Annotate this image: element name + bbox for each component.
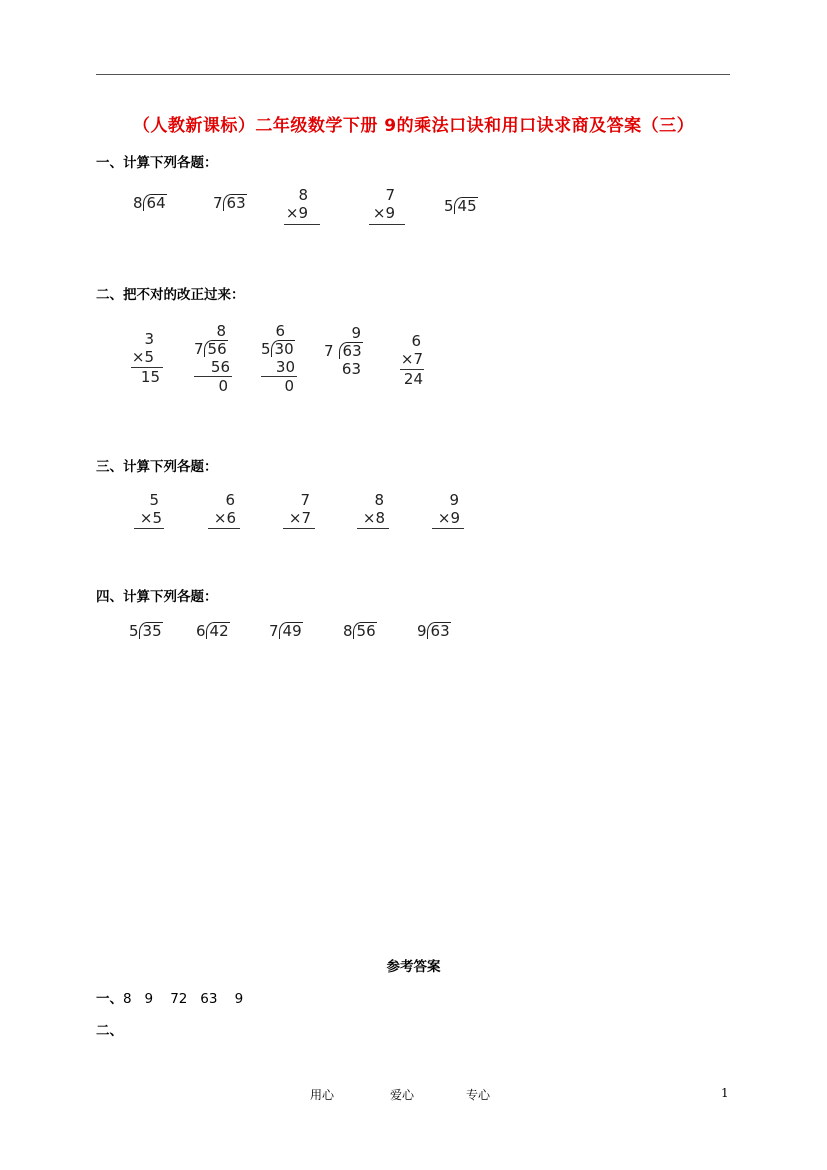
multiplication-problem <box>284 186 320 225</box>
quotient: 8 <box>216 322 226 340</box>
long-division-check <box>324 324 364 378</box>
answer-line-2-label: 二、 <box>96 1023 123 1039</box>
multiplier: ×9 <box>372 204 395 222</box>
multiplier: ×7 <box>400 350 423 368</box>
answer-line <box>432 528 464 529</box>
multiplier: ×9 <box>285 204 308 222</box>
multiplier: ×6 <box>213 509 236 527</box>
multiplicand: 7 <box>300 491 310 509</box>
division-problem <box>213 194 247 212</box>
subtrahend: 30 <box>275 358 295 376</box>
multiplicand: 3 <box>144 330 154 348</box>
long-division-check <box>261 322 297 395</box>
dividend: 56 <box>204 340 228 357</box>
subtrahend: 56 <box>210 358 230 376</box>
dividend: 64 <box>143 194 167 211</box>
multiplicand: 8 <box>298 186 308 204</box>
answer-line <box>369 224 405 225</box>
page-title: （人教新课标）二年级数学下册 9的乘法口诀和用口诀求商及答案（三） <box>132 116 695 136</box>
answer-line <box>284 224 320 225</box>
answer-line-1 <box>96 987 243 1007</box>
section-2-heading: 二、把不对的改正过来： <box>96 287 245 303</box>
division-problem <box>343 622 377 640</box>
multiplicand: 7 <box>385 186 395 204</box>
dividend: 42 <box>206 622 230 639</box>
multiplication-problem <box>432 491 464 529</box>
remainder: 0 <box>284 377 294 395</box>
answer-label: 一、 <box>96 991 123 1007</box>
answer-line <box>208 528 240 529</box>
multiplication-problem <box>283 491 315 529</box>
divisor: 7 <box>269 622 279 640</box>
divisor: 6 <box>196 622 206 640</box>
divisor: 5 <box>444 197 454 215</box>
divisor: 7 <box>213 194 223 212</box>
divisor: 8 <box>343 622 353 640</box>
divisor: 7 <box>194 340 204 358</box>
multiplicand: 8 <box>374 491 384 509</box>
long-division-check <box>194 322 232 395</box>
multiplier: ×8 <box>362 509 385 527</box>
divisor: 7 <box>324 342 334 360</box>
divisor: 5 <box>129 622 139 640</box>
subtrahend: 63 <box>341 360 361 378</box>
multiplier: ×7 <box>288 509 311 527</box>
multiplication-problem <box>369 186 405 225</box>
divisor: 8 <box>133 194 143 212</box>
multiplication-check <box>131 330 163 386</box>
footer-word: 用心 <box>310 1088 335 1102</box>
dividend: 56 <box>353 622 377 639</box>
section-1-heading: 一、计算下列各题： <box>96 155 218 171</box>
product: 24 <box>403 370 423 388</box>
dividend: 30 <box>271 340 295 357</box>
division-problem <box>129 622 163 640</box>
division-problem <box>417 622 451 640</box>
division-problem <box>196 622 230 640</box>
answer-line <box>134 528 164 529</box>
dividend: 63 <box>223 194 247 211</box>
dividend: 49 <box>279 622 303 639</box>
product: 15 <box>140 368 160 386</box>
multiplication-problem <box>134 491 164 529</box>
multiplication-problem <box>208 491 240 529</box>
multiplicand: 9 <box>449 491 459 509</box>
multiplier: ×5 <box>131 348 154 366</box>
division-problem <box>269 622 303 640</box>
quotient: 9 <box>351 324 361 342</box>
header-rule <box>96 74 730 75</box>
section-4-heading: 四、计算下列各题： <box>96 589 218 605</box>
multiplier: ×9 <box>437 509 460 527</box>
footer-word: 爱心 <box>390 1088 415 1102</box>
multiplier: ×5 <box>139 509 162 527</box>
dividend: 45 <box>454 197 478 214</box>
quotient: 6 <box>275 322 285 340</box>
multiplicand: 5 <box>149 491 159 509</box>
division-problem <box>133 194 167 212</box>
dividend: 63 <box>427 622 451 639</box>
section-3-heading: 三、计算下列各题： <box>96 459 218 475</box>
answers-heading: 参考答案 <box>386 959 441 975</box>
page-number: 1 <box>721 1086 729 1100</box>
multiplicand: 6 <box>411 332 421 350</box>
footer-word: 专心 <box>466 1088 491 1102</box>
answer-values: 8 9 72 63 9 <box>123 991 244 1007</box>
dividend: 35 <box>139 622 163 639</box>
division-problem <box>444 197 478 215</box>
dividend: 63 <box>339 342 363 359</box>
remainder: 0 <box>218 377 228 395</box>
answer-line <box>357 528 389 529</box>
divisor: 9 <box>417 622 427 640</box>
divisor: 5 <box>261 340 271 358</box>
multiplicand: 6 <box>225 491 235 509</box>
answer-line <box>283 528 315 529</box>
multiplication-problem <box>357 491 389 529</box>
multiplication-check <box>400 332 424 388</box>
